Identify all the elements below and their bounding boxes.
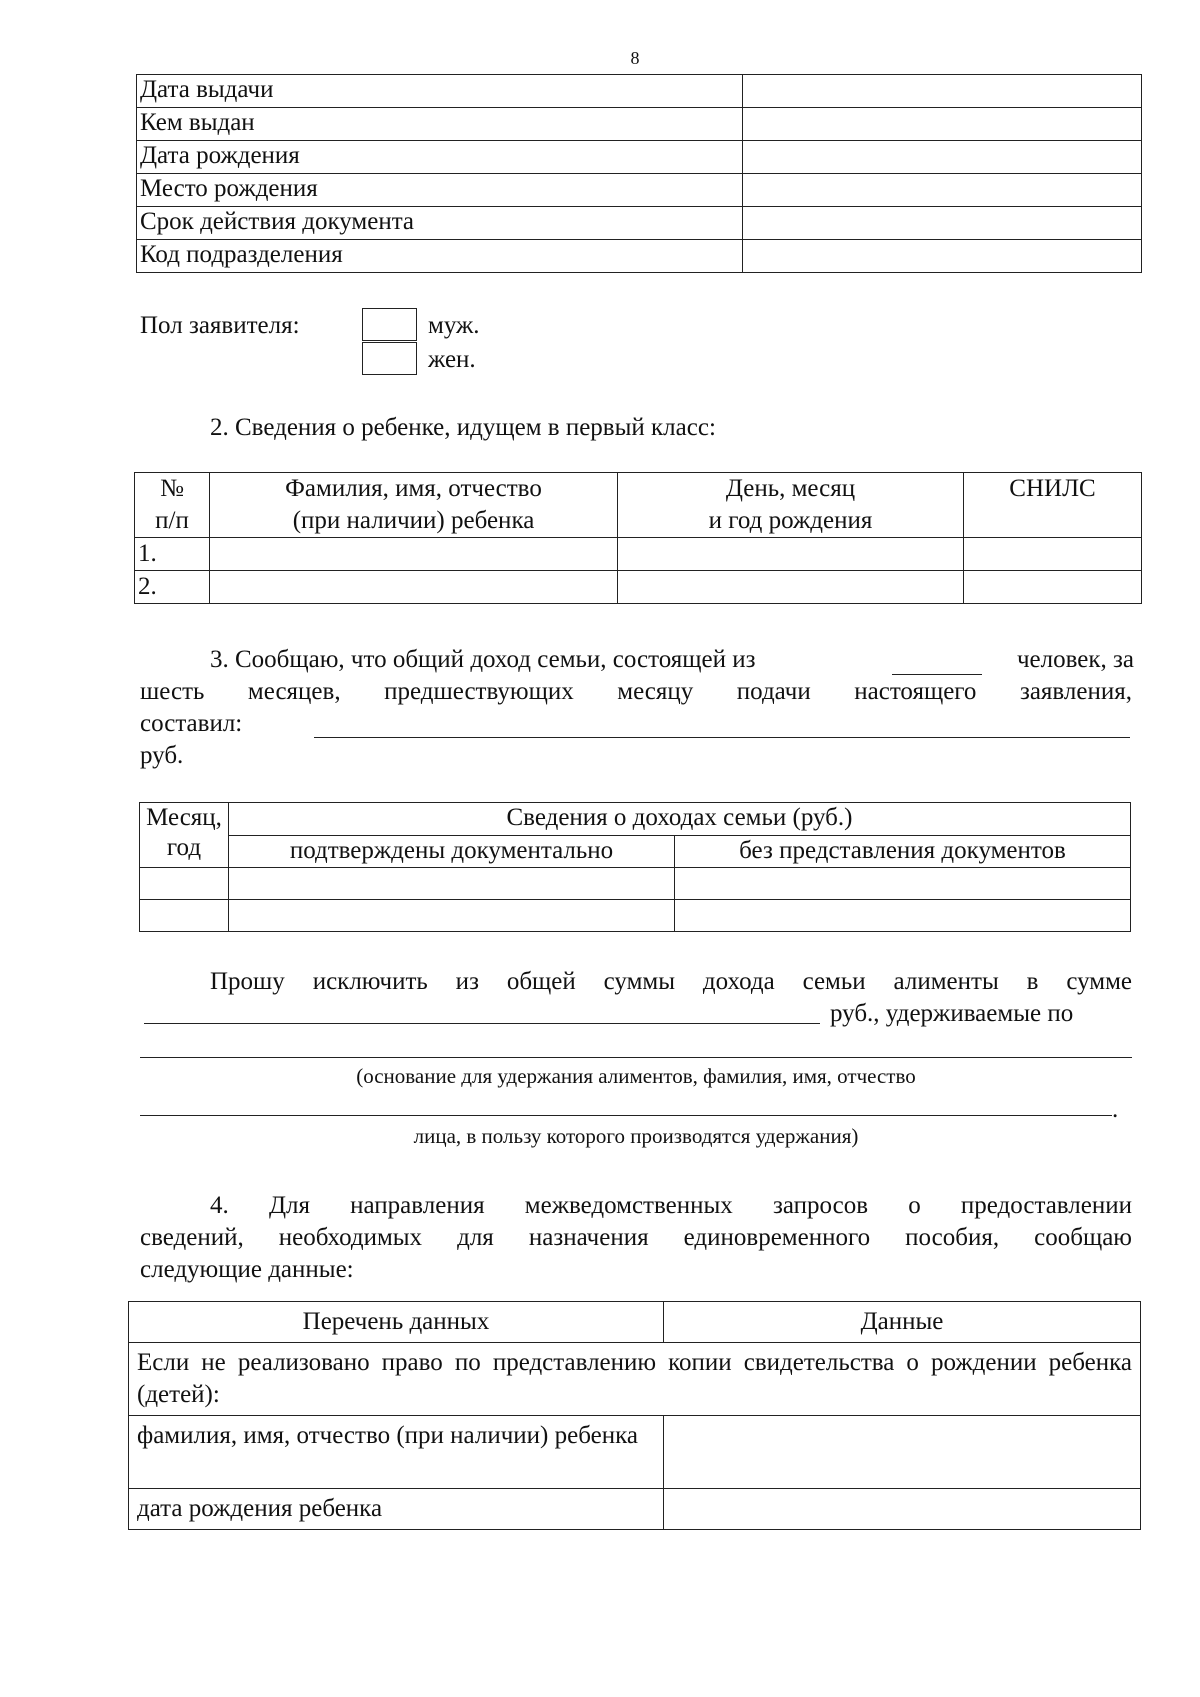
row-number: 1. [135,538,210,571]
col-header-data-list: Перечень данных [129,1302,664,1343]
section-3-line2: шесть месяцев, предшествующих месяцу подачи настоящего заявления, [140,678,1132,705]
section-3-line3: составил: [140,710,243,737]
birthdate-cell[interactable] [618,538,964,571]
gender-label: Пол заявителя: [140,312,300,339]
section-3-line1: 3. Сообщаю, что общий доход семьи, состоящей из [210,646,756,673]
col-header-name: Фамилия, имя, отчество (при наличии) ребенка [210,473,618,538]
table-row [137,75,1142,108]
col-header-income-group: Сведения о доходах семьи (руб.) [229,803,1131,836]
value-cell[interactable] [664,1416,1141,1489]
alimony-basis-field[interactable] [140,1057,1132,1058]
undocumented-cell[interactable] [675,868,1131,900]
gender-female-checkbox[interactable] [362,342,417,375]
row-label: Кем выдан [137,108,743,141]
passport-details-table [136,74,1142,273]
col-header-snils: СНИЛС [964,473,1142,538]
table-row [135,571,1142,604]
table-row [137,240,1142,273]
table-row [135,538,1142,571]
income-total-field[interactable] [314,737,1130,738]
alimony-recipient-field[interactable] [140,1115,1112,1116]
name-cell[interactable] [210,571,618,604]
col-header-data: Данные [664,1302,1141,1343]
section-4-line3: следующие данные: [140,1256,354,1283]
value-cell[interactable] [743,240,1142,273]
table-header-row [140,835,1131,868]
table-row [137,108,1142,141]
month-cell[interactable] [140,868,229,900]
alimony-amount-field[interactable] [144,1023,820,1024]
table-header-row [140,803,1131,836]
gender-female-label: жен. [428,346,476,373]
snils-cell[interactable] [964,538,1142,571]
row-number: 2. [135,571,210,604]
birthdate-cell[interactable] [618,571,964,604]
alimony-line2: руб., удерживаемые по [830,1000,1074,1027]
section-3-line4: руб. [140,742,184,769]
table-row [129,1489,1141,1530]
value-cell[interactable] [743,174,1142,207]
child-info-table [134,472,1142,604]
col-header-documented: подтверждены документально [229,835,675,868]
col-header-undocumented: без представления документов [675,835,1131,868]
table-row [137,141,1142,174]
income-table [139,802,1131,932]
alimony-line1: Прошу исключить из общей суммы дохода семьи алименты в сумме [210,968,1132,995]
value-cell[interactable] [743,75,1142,108]
section-4-line1: 4. Для направления межведомственных запросов о предоставлении [210,1192,1132,1219]
family-size-field[interactable] [892,674,982,675]
row-label: Срок действия документа [137,207,743,240]
table-row [137,207,1142,240]
merged-condition-row: Если не реализовано право по представлению копии свидетельства о рождении ребенка (детей): [129,1343,1141,1416]
row-label: Код подразделения [137,240,743,273]
snils-cell[interactable] [964,571,1142,604]
gender-male-checkbox[interactable] [362,308,417,341]
undocumented-cell[interactable] [675,900,1131,932]
table-row [129,1343,1141,1416]
alimony-caption1: (основание для удержания алиментов, фамилия, имя, отчество [356,1064,916,1088]
section-2-title: 2. Сведения о ребенке, идущем в первый класс: [210,414,716,441]
table-row [129,1416,1141,1489]
value-cell[interactable] [743,207,1142,240]
col-header-number: № п/п [135,473,210,538]
table-header-row [129,1302,1141,1343]
page-number: 8 [630,48,640,68]
section-3-line1-end: человек, за [1016,646,1134,673]
row-label: Место рождения [137,174,743,207]
table-row [137,174,1142,207]
gender-male-label: муж. [428,312,480,339]
col-header-birthdate: День, месяц и год рождения [618,473,964,538]
value-cell[interactable] [743,141,1142,174]
value-cell[interactable] [743,108,1142,141]
value-cell[interactable] [664,1489,1141,1530]
documented-cell[interactable] [229,900,675,932]
table-header-row [135,473,1142,538]
table-row [140,900,1131,932]
table-row [140,868,1131,900]
row-label: фамилия, имя, отчество (при наличии) ребенка [129,1416,664,1489]
row-label: дата рождения ребенка [129,1489,664,1530]
month-cell[interactable] [140,900,229,932]
row-label: Дата рождения [137,141,743,174]
section-4-line2: сведений, необходимых для назначения единовременного пособия, сообщаю [140,1224,1132,1251]
col-header-month: Месяц, год [140,803,229,868]
alimony-caption2: лица, в пользу которого производятся удержания) [413,1124,859,1148]
documented-cell[interactable] [229,868,675,900]
name-cell[interactable] [210,538,618,571]
row-label: Дата выдачи [137,75,743,108]
alimony-dot: . [1112,1096,1119,1123]
interdepartmental-data-table [128,1301,1141,1530]
